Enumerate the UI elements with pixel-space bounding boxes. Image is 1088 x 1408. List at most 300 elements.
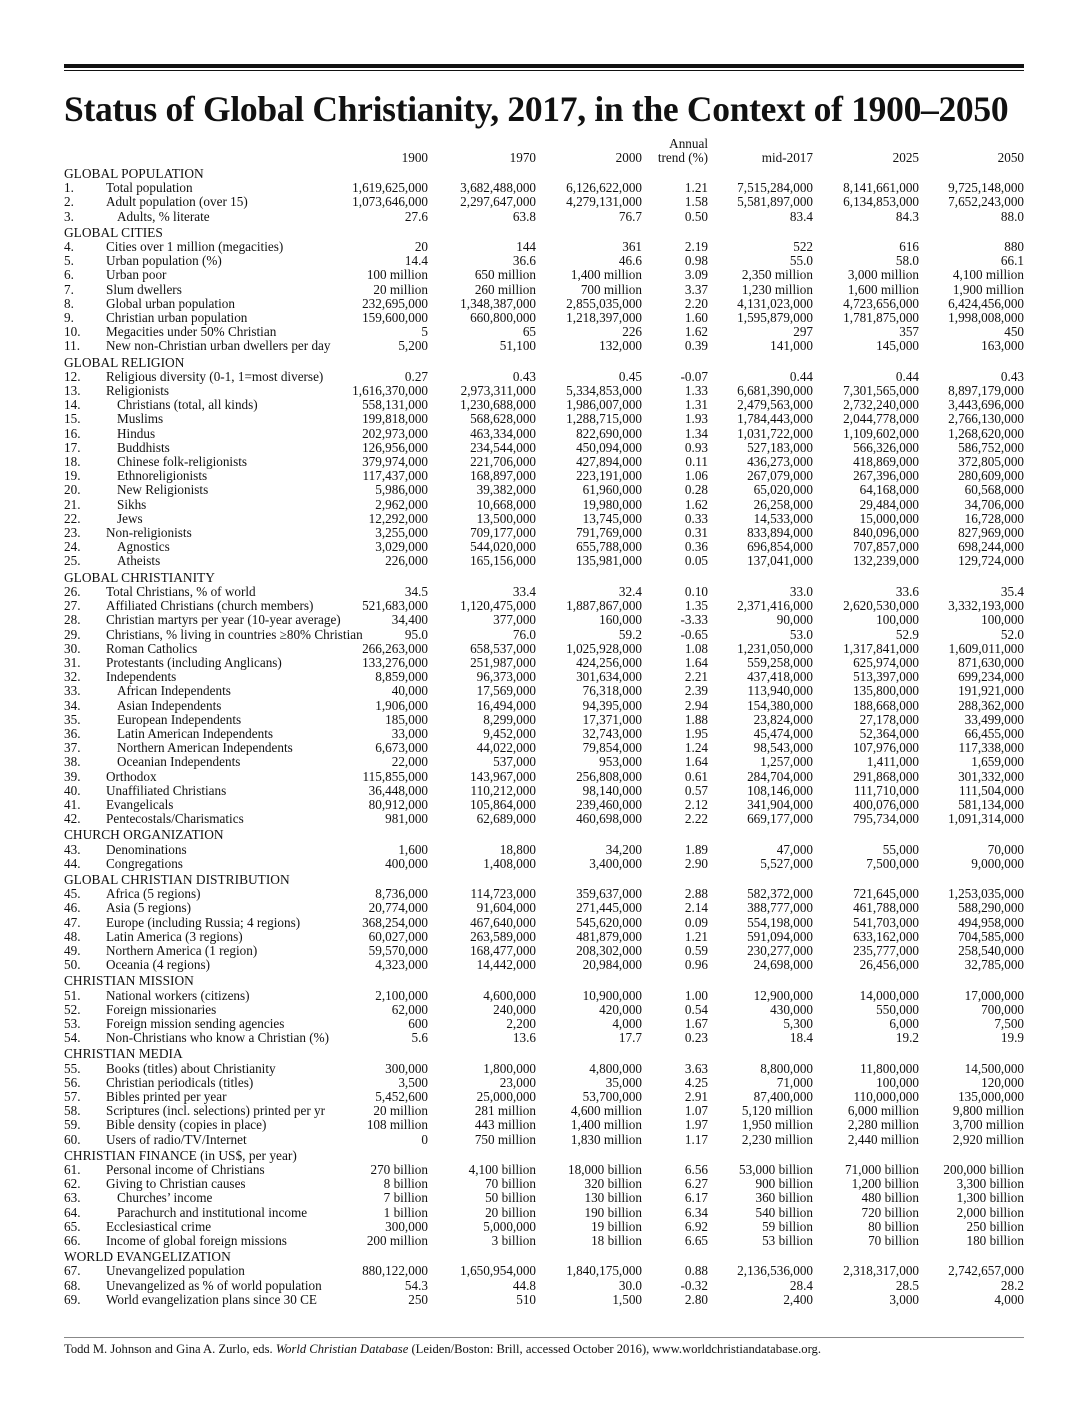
value-1970: 36.6 <box>512 253 536 269</box>
value-1900: 250 <box>408 1291 428 1307</box>
row-label-cell <box>106 210 326 224</box>
row-number: 42. <box>64 811 81 827</box>
col-header-2025: 2025 <box>892 150 919 165</box>
row-number: 20. <box>64 482 81 498</box>
table-header <box>64 137 1024 165</box>
row-label: Non-religionists <box>106 525 192 541</box>
value-trend: 1.33 <box>684 383 708 399</box>
value-mid-2017: 113,940,000 <box>747 683 813 699</box>
value-1970: 33.4 <box>512 583 536 599</box>
row-label-cell <box>106 325 326 339</box>
row-label: Adult population (over 15) <box>106 194 248 210</box>
row-label: Atheists <box>117 553 161 569</box>
row-number: 41. <box>64 796 81 812</box>
value-2050: 163,000 <box>981 338 1024 354</box>
page-title: Status of Global Christianity, 2017, in the Context of 1900–2050 <box>64 89 1009 129</box>
value-2050: 698,244,000 <box>958 539 1024 555</box>
table-row <box>64 1062 1024 1076</box>
row-label: Religionists <box>106 383 170 399</box>
value-1900: 5 <box>421 324 428 340</box>
value-2025: 7,500,000 <box>866 855 919 871</box>
value-trend: 2.88 <box>684 886 708 902</box>
table-row <box>64 1118 1024 1132</box>
row-label-cell <box>106 901 326 915</box>
value-1970: 25,000,000 <box>476 1089 536 1104</box>
value-2025: 111,710,000 <box>854 782 919 798</box>
table-row <box>64 325 1024 339</box>
value-2050: 250 billion <box>966 1218 1024 1234</box>
value-1970: 467,640,000 <box>470 914 536 930</box>
value-2025: 707,857,000 <box>853 539 919 555</box>
value-2025: 4,723,656,000 <box>843 295 919 311</box>
value-mid-2017: 5,120 million <box>741 1103 813 1119</box>
value-trend: 0.96 <box>684 957 708 973</box>
value-mid-2017: 430,000 <box>770 1001 813 1017</box>
value-1900: 202,973,000 <box>362 425 428 441</box>
value-1900: 7 billion <box>383 1190 428 1206</box>
value-1900: 20 <box>414 239 428 255</box>
value-2050: 33,499,000 <box>964 711 1024 727</box>
table-row <box>64 412 1024 426</box>
row-number: 39. <box>64 768 81 784</box>
value-2050: 1,300 billion <box>956 1190 1024 1206</box>
value-2050: 2,000 billion <box>956 1204 1024 1220</box>
value-2025: 721,645,000 <box>853 886 919 902</box>
value-2025: 145,000 <box>876 338 919 354</box>
value-2050: 120,000 <box>981 1074 1024 1090</box>
col-header-1900: 1900 <box>401 150 428 165</box>
row-label: Income of global foreign missions <box>106 1233 287 1249</box>
row-number: 65. <box>64 1218 81 1234</box>
table-row <box>64 441 1024 455</box>
row-label-cell <box>106 240 326 254</box>
value-2000: 223,191,000 <box>576 468 642 484</box>
value-2000: 135,981,000 <box>576 553 642 569</box>
table-row <box>64 944 1024 958</box>
value-2050: 588,290,000 <box>958 900 1024 916</box>
value-trend: 1.89 <box>684 841 708 857</box>
value-2000: 20,984,000 <box>582 957 642 973</box>
value-1970: 44,022,000 <box>476 740 536 756</box>
table-row <box>64 554 1024 568</box>
row-number: 32. <box>64 669 81 685</box>
value-trend: 2.94 <box>684 697 708 713</box>
value-2050: 28.2 <box>1000 1277 1024 1293</box>
value-1900: 33,000 <box>391 725 428 741</box>
value-mid-2017: 8,800,000 <box>760 1060 813 1076</box>
table-row <box>64 1220 1024 1234</box>
value-2050: 70,000 <box>987 841 1024 857</box>
row-label-cell <box>106 770 326 784</box>
value-1900: 20 million <box>373 1103 428 1119</box>
value-1970: 96,373,000 <box>476 669 536 685</box>
value-trend: 0.54 <box>684 1001 708 1017</box>
row-label: Hindus <box>117 425 156 441</box>
row-label: Protestants (including Anglicans) <box>106 654 282 670</box>
value-2025: 633,162,000 <box>853 928 919 944</box>
value-2025: 2,280 million <box>847 1117 919 1133</box>
value-1970: 17,569,000 <box>476 683 536 699</box>
row-number: 40. <box>64 782 81 798</box>
value-2025: 1,200 billion <box>851 1176 919 1192</box>
row-number: 1. <box>64 180 74 196</box>
value-trend: 0.33 <box>684 510 708 526</box>
value-2025: 188,668,000 <box>853 697 919 713</box>
value-2000: 130 billion <box>584 1190 642 1206</box>
value-2025: 28.5 <box>895 1277 919 1293</box>
value-2050: 66,455,000 <box>964 725 1024 741</box>
row-label: Christian martyrs per year (10-year average) <box>106 612 341 628</box>
row-number: 36. <box>64 725 81 741</box>
value-1900: 1 billion <box>383 1204 428 1220</box>
value-mid-2017: 59 billion <box>762 1218 813 1234</box>
value-2000: 953,000 <box>599 754 642 770</box>
value-1970: 221,706,000 <box>470 454 536 470</box>
row-number: 51. <box>64 987 81 1003</box>
value-trend: 1.08 <box>684 640 708 656</box>
value-trend: 2.21 <box>684 669 708 685</box>
row-label-cell <box>106 958 326 972</box>
value-2000: 94,395,000 <box>582 697 642 713</box>
value-2000: 239,460,000 <box>576 796 642 812</box>
value-2050: 129,724,000 <box>958 553 1024 569</box>
value-mid-2017: 582,372,000 <box>747 886 813 902</box>
value-mid-2017: 53,000 billion <box>739 1162 813 1178</box>
value-trend: 0.23 <box>684 1030 708 1046</box>
value-1900: 368,254,000 <box>362 914 428 930</box>
value-mid-2017: 2,230 million <box>741 1131 813 1147</box>
value-2000: 35,000 <box>605 1074 642 1090</box>
value-mid-2017: 522 <box>793 239 813 255</box>
value-1970: 50 billion <box>485 1190 536 1206</box>
row-label: Independents <box>106 669 177 685</box>
value-2050: 66.1 <box>1000 253 1024 269</box>
col-header-2000: 2000 <box>615 150 642 165</box>
value-2050: 581,134,000 <box>958 796 1024 812</box>
value-2025: 71,000 billion <box>845 1162 919 1178</box>
value-1970: 143,967,000 <box>470 768 536 784</box>
value-mid-2017: 230,277,000 <box>747 942 813 958</box>
row-label: Total Christians, % of world <box>106 583 256 599</box>
row-label-cell <box>106 412 326 426</box>
row-number: 12. <box>64 368 81 384</box>
value-1900: 2,100,000 <box>375 987 428 1003</box>
value-mid-2017: 559,258,000 <box>747 654 813 670</box>
value-mid-2017: 360 billion <box>755 1190 813 1206</box>
row-label-cell <box>106 887 326 901</box>
value-trend: 2.22 <box>684 811 708 827</box>
value-2050: 6,424,456,000 <box>948 295 1024 311</box>
row-number: 33. <box>64 683 81 699</box>
value-1900: 521,683,000 <box>362 598 428 614</box>
value-1970: 377,000 <box>493 612 536 628</box>
value-1900: 880,122,000 <box>362 1263 428 1279</box>
section-header-row <box>64 224 1024 240</box>
value-1970: 23,000 <box>499 1074 536 1090</box>
value-2025: 33.6 <box>895 583 919 599</box>
table-row <box>64 540 1024 554</box>
value-2050: 871,630,000 <box>958 654 1024 670</box>
row-label-cell <box>106 1191 326 1205</box>
value-1970: 13,500,000 <box>476 510 536 526</box>
row-label: Religious diversity (0-1, 1=most diverse) <box>106 368 324 384</box>
value-2000: 190 billion <box>584 1204 642 1220</box>
value-2025: 55,000 <box>882 841 919 857</box>
value-1970: 1,800,000 <box>483 1060 536 1076</box>
value-1900: 62,000 <box>391 1001 428 1017</box>
value-1900: 159,600,000 <box>362 310 428 326</box>
row-number: 50. <box>64 957 81 973</box>
value-1970: 568,628,000 <box>470 411 536 427</box>
value-2050: 2,742,657,000 <box>948 1263 1024 1279</box>
row-number: 15. <box>64 411 81 427</box>
row-label-cell <box>106 1163 326 1177</box>
table-row <box>64 210 1024 224</box>
value-trend: 0.61 <box>684 768 708 784</box>
row-label-cell <box>106 626 363 642</box>
value-2025: 616 <box>899 239 919 255</box>
value-mid-2017: 7,515,284,000 <box>737 180 813 196</box>
row-label-cell <box>106 1206 326 1220</box>
table-row <box>64 989 1024 1003</box>
value-2050: 135,000,000 <box>958 1089 1024 1104</box>
row-label-cell <box>106 297 326 311</box>
table-row <box>64 1234 1024 1248</box>
table-row <box>64 958 1024 972</box>
value-1970: 709,177,000 <box>470 525 536 541</box>
value-2000: 4,279,131,000 <box>566 194 642 210</box>
value-2000: 13,745,000 <box>582 510 642 526</box>
row-label-cell <box>106 798 326 812</box>
value-2025: 357 <box>899 324 919 340</box>
row-label: Asia (5 regions) <box>106 900 191 916</box>
value-2000: 76.7 <box>618 208 642 224</box>
row-number: 3. <box>64 208 74 224</box>
row-number: 17. <box>64 439 81 455</box>
value-1900: 199,818,000 <box>362 411 428 427</box>
section-title: CHURCH ORGANIZATION <box>64 827 224 843</box>
row-number: 69. <box>64 1291 81 1307</box>
value-mid-2017: 284,704,000 <box>747 768 813 784</box>
value-2000: 1,840,175,000 <box>566 1263 642 1279</box>
value-2050: 880 <box>1004 239 1024 255</box>
value-mid-2017: 1,950 million <box>741 1117 813 1133</box>
value-2000: 320 billion <box>584 1176 642 1192</box>
value-2050: 1,659,000 <box>971 754 1024 770</box>
row-number: 18. <box>64 454 81 470</box>
value-1900: 2,962,000 <box>375 496 428 512</box>
value-2000: 19 billion <box>591 1218 642 1234</box>
value-mid-2017: 1,031,722,000 <box>737 425 813 441</box>
value-2000: 1,218,397,000 <box>566 310 642 326</box>
section-title: GLOBAL RELIGION <box>64 354 185 370</box>
row-number: 35. <box>64 711 81 727</box>
value-2000: 30.0 <box>618 1277 642 1293</box>
value-trend: 4.25 <box>684 1074 708 1090</box>
section-title: CHRISTIAN MISSION <box>64 973 194 989</box>
row-label: Buddhists <box>117 439 170 455</box>
value-2000: 4,000 <box>612 1015 642 1031</box>
row-number: 44. <box>64 855 81 871</box>
row-label: Pentecostals/Charismatics <box>106 811 244 827</box>
section-header-row <box>64 826 1024 842</box>
value-2025: 235,777,000 <box>853 942 919 958</box>
row-label-cell <box>106 989 326 1003</box>
value-trend: 6.17 <box>684 1190 708 1206</box>
col-header-1970: 1970 <box>509 150 536 165</box>
value-2025: 19.2 <box>895 1030 919 1046</box>
row-number: 9. <box>64 310 74 326</box>
table-row <box>64 741 1024 755</box>
row-label-cell <box>106 1104 326 1118</box>
value-2050: 699,234,000 <box>958 669 1024 685</box>
table-row <box>64 784 1024 798</box>
value-2000: 17.7 <box>618 1030 642 1046</box>
value-2050: 700,000 <box>981 1001 1024 1017</box>
value-trend: 1.24 <box>684 740 708 756</box>
value-mid-2017: 24,698,000 <box>753 957 813 973</box>
value-trend: 2.39 <box>684 683 708 699</box>
row-number: 22. <box>64 510 81 526</box>
table-row <box>64 713 1024 727</box>
row-label: Muslims <box>117 411 164 427</box>
value-1970: 51,100 <box>499 338 536 354</box>
value-mid-2017: 2,136,536,000 <box>737 1263 813 1279</box>
row-number: 4. <box>64 239 74 255</box>
row-number: 34. <box>64 697 81 713</box>
value-2000: 256,808,000 <box>576 768 642 784</box>
value-2050: 258,540,000 <box>958 942 1024 958</box>
value-2000: 32,743,000 <box>582 725 642 741</box>
row-label-cell <box>106 455 326 469</box>
value-trend: 6.65 <box>684 1233 708 1249</box>
value-2050: 1,268,620,000 <box>948 425 1024 441</box>
value-2025: 7,301,565,000 <box>843 383 919 399</box>
value-mid-2017: 0.44 <box>789 368 813 384</box>
footer-rule <box>64 1337 1024 1338</box>
value-2050: 7,500 <box>994 1015 1024 1031</box>
value-trend: 1.06 <box>684 468 708 484</box>
value-1970: 2,973,311,000 <box>460 383 536 399</box>
value-trend: 2.14 <box>684 900 708 916</box>
table-row <box>64 455 1024 469</box>
value-2050: 60,568,000 <box>964 482 1024 498</box>
value-2000: 18 billion <box>591 1233 642 1249</box>
row-label: Oceanian Independents <box>117 754 241 770</box>
value-trend: -0.65 <box>680 626 708 642</box>
citation-publication: (Leiden/Boston: Brill, accessed October 2016), www.worldchristiandatabase.org. <box>411 1342 822 1356</box>
value-1900: 8,736,000 <box>375 886 428 902</box>
table-row <box>64 857 1024 871</box>
value-mid-2017: 696,854,000 <box>747 539 813 555</box>
table-row <box>64 812 1024 826</box>
row-label-cell <box>106 656 326 670</box>
value-2050: 32,785,000 <box>964 957 1024 973</box>
value-trend: 0.31 <box>684 525 708 541</box>
table-row <box>64 599 1024 613</box>
row-label-cell <box>106 370 326 384</box>
value-1900: 981,000 <box>385 811 428 827</box>
value-mid-2017: 154,380,000 <box>747 697 813 713</box>
value-1900: 300,000 <box>385 1060 428 1076</box>
value-1970: 114,723,000 <box>470 886 536 902</box>
value-mid-2017: 71,000 <box>776 1074 813 1090</box>
value-mid-2017: 669,177,000 <box>747 811 813 827</box>
col-header-trend-line1: Annual <box>669 136 708 151</box>
value-2050: 0.43 <box>1000 368 1024 384</box>
row-label-cell <box>106 1234 326 1248</box>
value-trend: 0.59 <box>684 942 708 958</box>
value-1970: 658,537,000 <box>470 640 536 656</box>
value-2025: 52.9 <box>895 626 919 642</box>
row-label: Asian Independents <box>117 697 222 713</box>
row-number: 8. <box>64 295 74 311</box>
value-2050: 3,700 million <box>952 1117 1024 1133</box>
value-1900: 95.0 <box>404 626 428 642</box>
value-trend: 1.97 <box>684 1117 708 1133</box>
table-row <box>64 1177 1024 1191</box>
row-label: Oceania (4 regions) <box>106 957 210 973</box>
value-trend: 1.95 <box>684 725 708 741</box>
value-trend: 2.90 <box>684 855 708 871</box>
value-2050: 200,000 billion <box>943 1162 1024 1178</box>
row-label: Churches’ income <box>117 1190 213 1206</box>
value-1970: 39,382,000 <box>476 482 536 498</box>
value-2000: 700 million <box>580 281 642 297</box>
value-2000: 17,371,000 <box>582 711 642 727</box>
row-label-cell <box>106 612 341 628</box>
value-trend: 1.62 <box>684 324 708 340</box>
table-row <box>64 384 1024 398</box>
row-label-cell <box>106 1003 326 1017</box>
value-1970: 168,897,000 <box>470 468 536 484</box>
value-1900: 5.6 <box>411 1030 428 1046</box>
value-2050: 9,000,000 <box>971 855 1024 871</box>
value-trend: 0.39 <box>684 338 708 354</box>
value-trend: 6.56 <box>684 1162 708 1178</box>
value-1900: 400,000 <box>385 855 428 871</box>
row-label: Books (titles) about Christianity <box>106 1060 276 1076</box>
value-2050: 111,504,000 <box>959 782 1024 798</box>
row-label: Parachurch and institutional income <box>117 1204 308 1220</box>
value-2000: 226 <box>622 324 642 340</box>
row-number: 28. <box>64 612 81 628</box>
table-row <box>64 1264 1024 1278</box>
value-2025: 2,732,240,000 <box>843 397 919 413</box>
value-1970: 260 million <box>474 281 536 297</box>
value-2000: 359,637,000 <box>576 886 642 902</box>
value-mid-2017: 388,777,000 <box>747 900 813 916</box>
value-2000: 76,318,000 <box>582 683 642 699</box>
row-label-cell <box>106 526 326 540</box>
row-label-cell <box>106 784 326 798</box>
value-mid-2017: 65,020,000 <box>753 482 813 498</box>
row-label: Ecclesiastical crime <box>106 1218 212 1234</box>
row-label-cell <box>106 338 331 354</box>
value-1900: 60,027,000 <box>368 928 428 944</box>
row-label-cell <box>106 268 326 282</box>
section-title: CHRISTIAN FINANCE (in US$, per year) <box>64 1147 297 1163</box>
value-1900: 8,859,000 <box>375 669 428 685</box>
row-label: Total population <box>106 180 193 196</box>
value-mid-2017: 341,904,000 <box>747 796 813 812</box>
value-2000: 545,620,000 <box>576 914 642 930</box>
value-2050: 19.9 <box>1000 1030 1024 1046</box>
row-label: Christians, % living in countries ≥80% Christian <box>106 626 363 642</box>
col-header-trend: trend (%) <box>657 150 708 165</box>
value-trend: 1.58 <box>684 194 708 210</box>
value-mid-2017: 23,824,000 <box>753 711 813 727</box>
